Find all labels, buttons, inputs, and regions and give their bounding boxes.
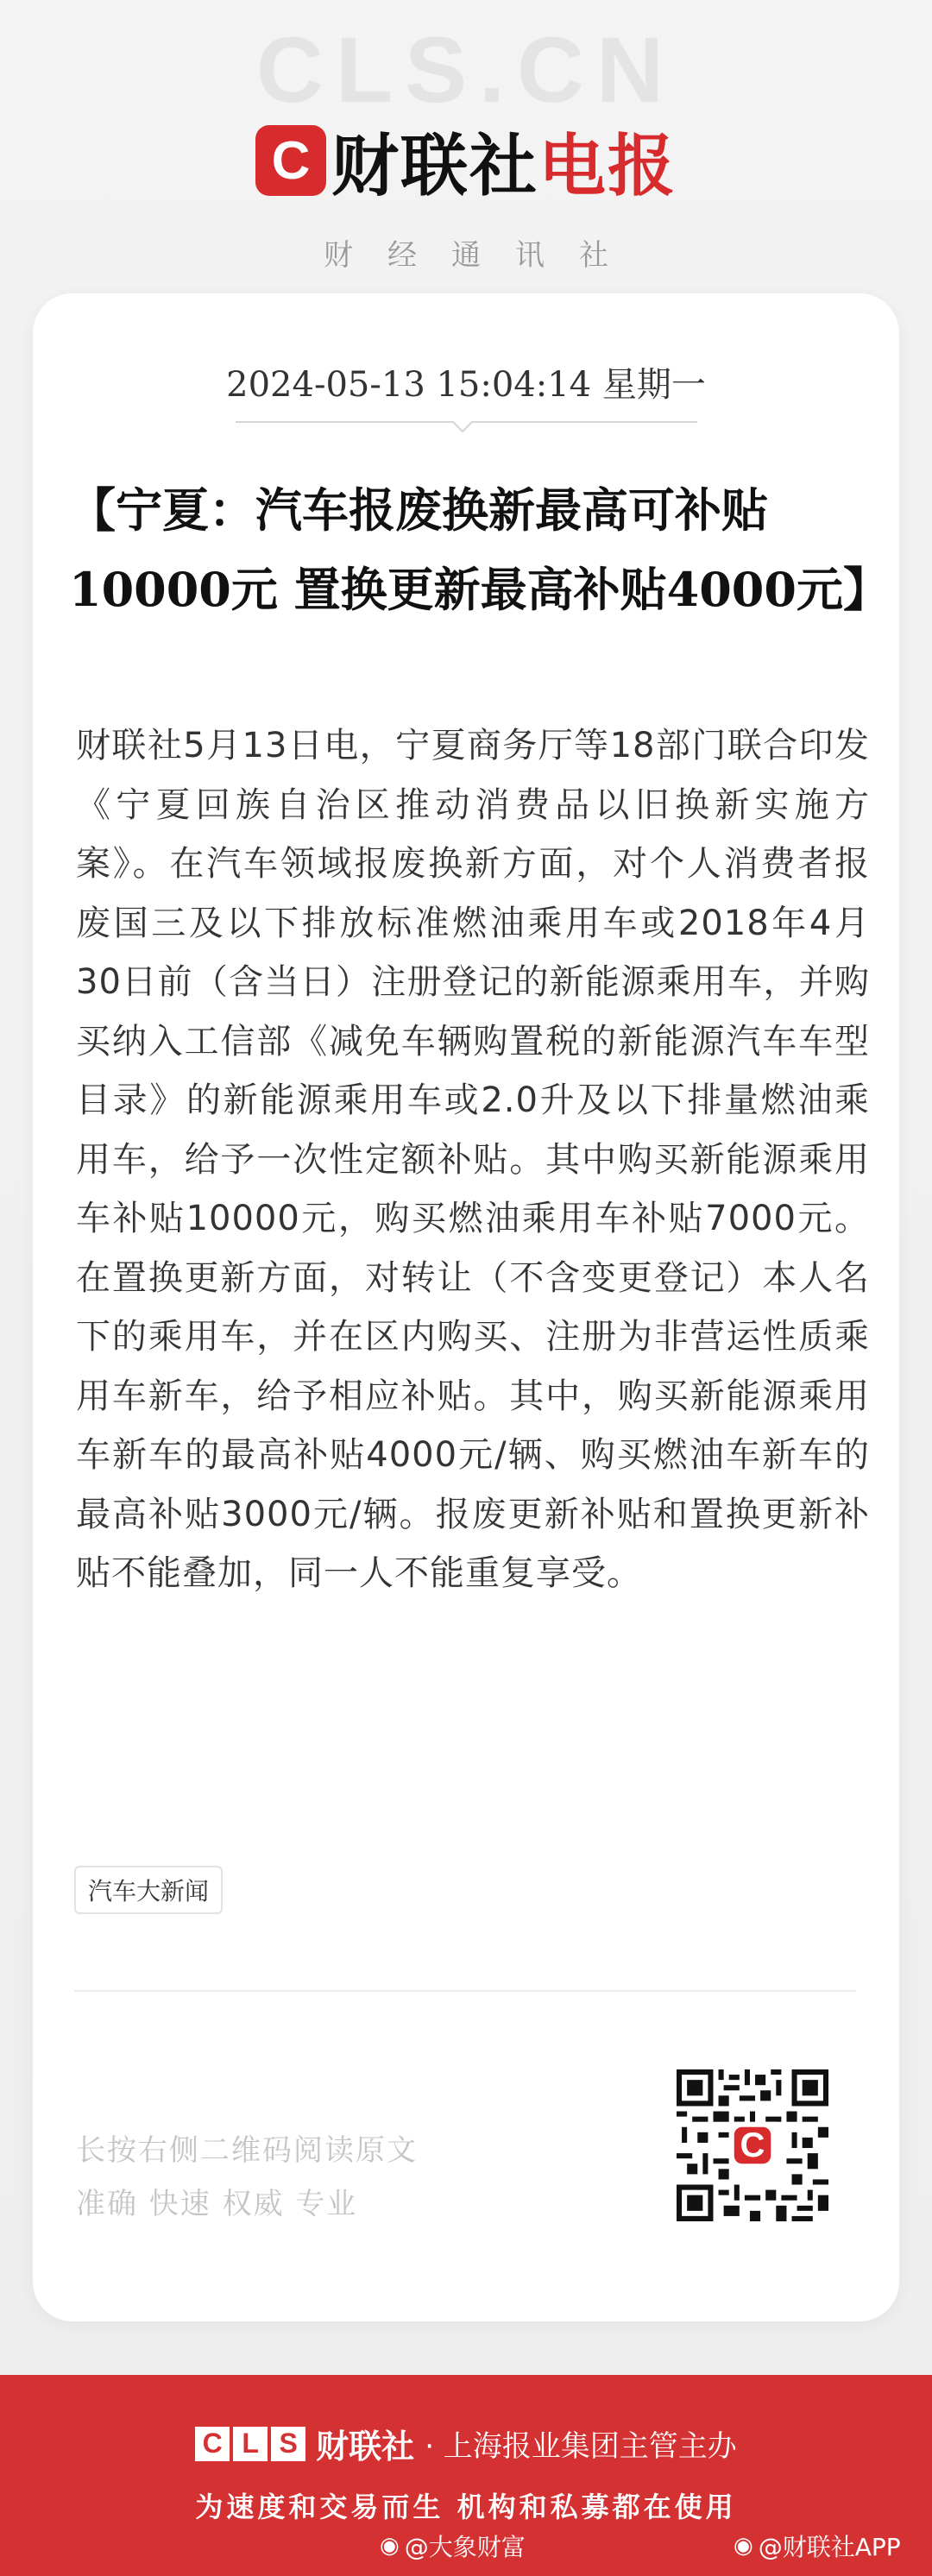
weibo-icon: ◉: [734, 2533, 753, 2559]
section-divider: [74, 1990, 856, 1992]
brand-header: [0, 112, 932, 274]
cls-letter: L: [233, 2427, 268, 2461]
brand-name: [331, 112, 677, 209]
publish-datetime: 2024-05-13 15:04:14 星期一: [226, 365, 706, 405]
topic-tag[interactable]: 汽车大新闻: [74, 1866, 223, 1914]
footer-slogan: 为速度和交易而生 机构和私募都在使用: [195, 2491, 737, 2523]
weibo-handle-text: @财联社APP: [758, 2533, 901, 2561]
qr-logo-icon: C: [740, 2126, 765, 2164]
footer-brand-row: [0, 2420, 932, 2467]
cls-wordmark: [195, 2427, 305, 2461]
brand-subtitle: 财经通讯社: [324, 238, 643, 273]
footer-owner-text: · 上海报业集团主管主办: [425, 2429, 737, 2464]
article-headline: 【宁夏：汽车报废换新最高可补贴10000元 置换更新最高补贴4000元】: [69, 482, 890, 617]
cls-letter: S: [271, 2427, 305, 2461]
brand-name-red: 电报: [538, 128, 677, 205]
brand-name-black: 财联社: [331, 128, 538, 205]
article-card: [33, 293, 899, 2321]
qr-hint-text: 长按右侧二维码阅读原文: [76, 2133, 418, 2168]
weibo-handle-2[interactable]: [734, 2529, 901, 2563]
cls-logo-icon: C: [255, 125, 326, 196]
watermark-text: CLS.CN: [256, 17, 676, 122]
weibo-icon: ◉: [380, 2533, 400, 2559]
divider-notch-icon: [453, 413, 473, 433]
footer-banner: [0, 2375, 932, 2576]
footer-brand-name: 财联社: [316, 2428, 415, 2466]
brand-logo-row: [255, 112, 677, 209]
qr-code[interactable]: [677, 2069, 828, 2221]
article-body: 财联社5月13日电，宁夏商务厅等18部门联合印发《宁夏回族自治区推动消费品以旧换新实施方案》。在汽车领域报废换新方面，对个人消费者报废国三及以下排放标准燃油乘用车或2018年4月30日前（含当日）注册登记的新能源乘用车，并购买纳入工信部《减免车辆购置税的新能源汽车车型目录》的新能源乘用车或2.0升及以下排量燃油乘用车，给予一次性定额补贴。其中购买新能源乘用车补贴10000元，购买燃油乘用车补贴7000元。在置换更新方面，对转让（不含变更登记）本人名下的乘用车，并在区内购买、注册为非营运性质乘用车新车，给予相应补贴。其中，购买新能源乘用车新车的最高补贴4000元/辆、购买燃油车新车的最高补贴3000元/辆。报废更新补贴和置换更新补贴不能叠加，同一人不能重复享受。: [76, 726, 870, 1593]
weibo-handle-1[interactable]: [380, 2529, 526, 2563]
cls-letter: C: [195, 2427, 230, 2461]
weibo-handle-text: @大象财富: [404, 2533, 526, 2561]
slogan-hint-text: 准确 快速 权威 专业: [76, 2187, 358, 2221]
